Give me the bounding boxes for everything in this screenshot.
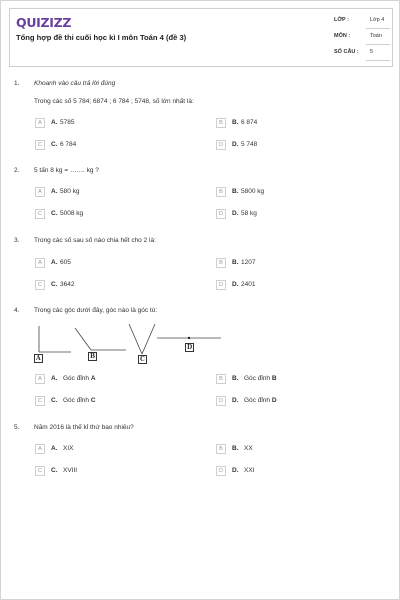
option-value: 6 874 [241,119,258,126]
option-value-text: Góc đỉnh [63,375,91,382]
angle-b-ray [75,328,91,350]
option-value [63,375,96,382]
option-box[interactable]: D [216,466,226,476]
figure-label-d: D [187,344,193,351]
option-box[interactable]: C [35,140,45,150]
option-value: 5 748 [241,141,258,148]
option-letter: B. [232,445,239,452]
option-letter: A. [51,375,58,382]
option-value: 605 [60,259,71,266]
option-value: 5785 [60,119,75,126]
figure-label-c: C [140,356,145,363]
option-box[interactable]: C [35,280,45,290]
option-letter: A. [51,259,58,266]
question-text: Trong các số sau số nào chia hết cho 2 là: [34,237,156,244]
option-letter: C. [51,210,58,217]
meta-grade-label: LỚP : [334,17,349,23]
option-letter: A. [51,119,58,126]
question-number: 1. [14,80,20,87]
option-value: XIX [63,445,74,452]
option-vertex: B [271,375,277,382]
angles-figure [31,322,231,368]
meta-grade-value: Lớp 4 [370,17,385,23]
option-value: 580 kg [60,188,80,195]
option-box[interactable]: A [35,118,45,128]
meta-divider [366,44,390,45]
option-letter: A. [51,445,58,452]
meta-divider [366,60,390,61]
option-box[interactable]: C [35,396,45,406]
option-value: 5008 kg [60,210,84,217]
question-instruction: Khoanh vào câu trả lời đúng [34,80,116,87]
meta-grade [334,15,392,29]
quizizz-logo: QUIZIZZ [16,15,72,30]
meta-count-value: 5 [370,49,374,55]
option-value [244,375,277,382]
meta-count-label: SỐ CÂU : [334,49,359,55]
option-letter: B. [232,188,239,195]
question-text: Năm 2016 là thế kỉ thứ bao nhiêu? [34,424,134,431]
worksheet-header [9,8,393,67]
option-letter: D. [232,210,239,217]
option-value: 2401 [241,281,256,288]
option-letter: C. [51,281,58,288]
option-box[interactable]: C [35,209,45,219]
option-value: 3642 [60,281,75,288]
meta-divider [366,28,390,29]
option-value: 1207 [241,259,256,266]
option-value [244,397,277,404]
option-letter: D. [232,281,239,288]
meta-count [334,47,392,61]
option-box[interactable]: A [35,258,45,268]
question-text: Trong các góc dưới đây, góc nào là góc tù: [34,307,158,314]
figure-label-a: A [36,355,41,362]
option-letter: D. [232,467,239,474]
option-box[interactable]: A [35,187,45,197]
option-vertex: D [271,397,277,404]
option-letter: B. [232,375,239,382]
option-box[interactable]: D [216,140,226,150]
option-vertex: C [90,397,96,404]
option-box[interactable]: A [35,444,45,454]
option-box[interactable]: B [216,187,226,197]
option-value-text: Góc đỉnh [63,397,91,404]
question-number: 3. [14,237,20,244]
question-text: 5 tấn 8 kg = ……. kg ? [34,167,99,174]
option-box[interactable]: C [35,466,45,476]
option-vertex: A [90,375,96,382]
angle-d-vertex [188,337,190,339]
option-value-text: Góc đỉnh [244,397,272,404]
meta-subject-value: Toán [370,33,382,39]
option-box[interactable]: B [216,444,226,454]
option-box[interactable]: B [216,258,226,268]
option-letter: C. [51,141,58,148]
option-value: XXI [244,467,255,474]
option-box[interactable]: B [216,374,226,384]
option-letter: B. [232,259,239,266]
option-letter: B. [232,119,239,126]
option-letter: C. [51,397,58,404]
angle-c-ray [142,324,155,354]
option-value: XVIII [63,467,78,474]
option-letter: D. [232,397,239,404]
option-value: 5800 kg [241,188,265,195]
option-box[interactable]: D [216,280,226,290]
option-value: 58 kg [241,210,257,217]
option-letter: C. [51,467,58,474]
option-box[interactable]: D [216,209,226,219]
figure-label-b: B [90,353,96,360]
option-box[interactable]: B [216,118,226,128]
question-number: 4. [14,307,20,314]
question-text: Trong các số 5 784; 6874 ; 6 784 ; 5748, số lớn nhất là: [34,98,194,105]
option-letter: A. [51,188,58,195]
option-box[interactable]: D [216,396,226,406]
question-number: 2. [14,167,20,174]
option-value [63,397,96,404]
worksheet-title: Tổng hợp đề thi cuối học kì I môn Toán 4 (đề 3) [16,33,187,42]
option-value: XX [244,445,253,452]
angle-c-ray [129,324,142,354]
option-letter: D. [232,141,239,148]
option-value-text: Góc đỉnh [244,375,272,382]
meta-subject [334,31,392,45]
meta-subject-label: MÔN : [334,33,351,39]
option-box[interactable]: A [35,374,45,384]
option-value: 6 784 [60,141,77,148]
question-number: 5. [14,424,20,431]
